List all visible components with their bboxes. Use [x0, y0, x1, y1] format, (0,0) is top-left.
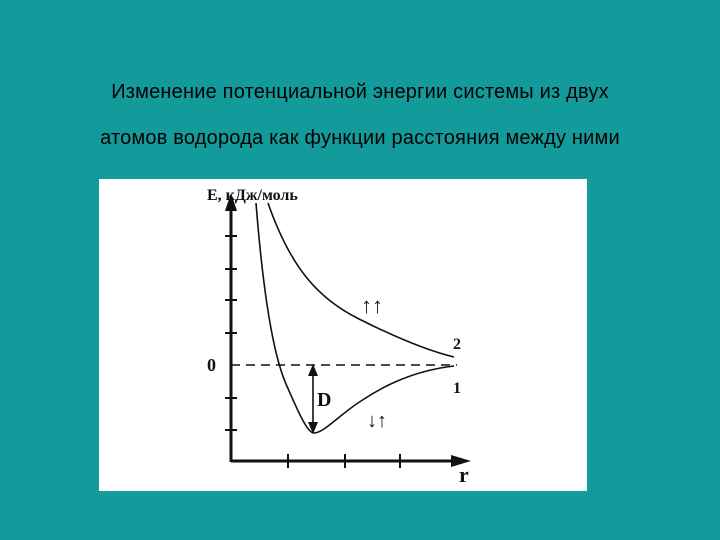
curve-1-label: 1: [453, 380, 461, 397]
well-depth-label: D: [317, 389, 332, 411]
x-axis-label: r: [459, 462, 469, 487]
curve-1-bonding: [256, 203, 454, 433]
y-axis-label: E, кДж/моль: [207, 187, 298, 204]
energy-diagram: [99, 179, 587, 491]
slide-title-line-2: атомов водорода как функции расстояния между ними: [100, 127, 620, 149]
energy-diagram-svg: [99, 179, 587, 491]
slide-title-line-1: Изменение потенциальной энергии системы из двух: [111, 81, 609, 103]
zero-label: 0: [207, 355, 216, 375]
curve-2-label: 2: [453, 336, 461, 353]
well-depth-arrowhead-top: [308, 364, 318, 376]
spin-antiparallel-label: ↓↑: [367, 410, 387, 432]
curve-2-repulsive: [268, 203, 454, 357]
spin-parallel-label: ↑↑: [361, 293, 383, 318]
